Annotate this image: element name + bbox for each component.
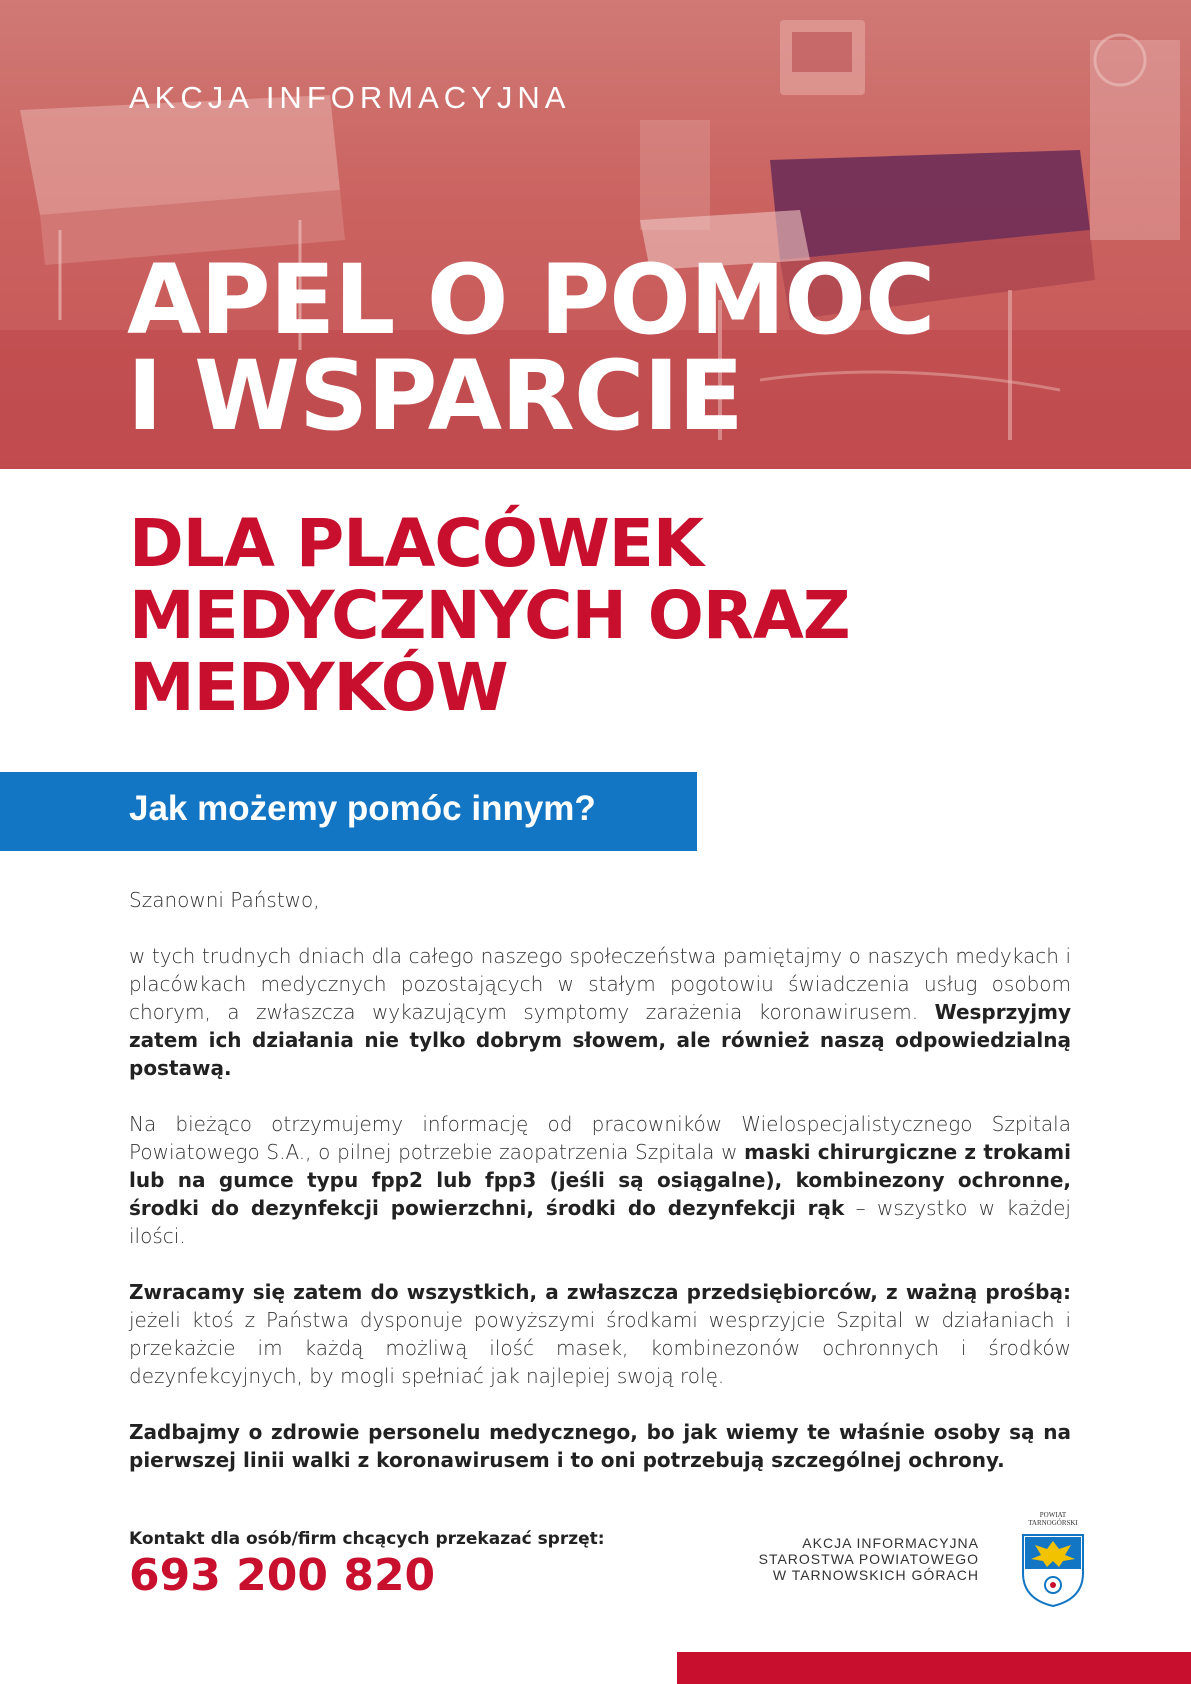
hero-title xyxy=(127,244,935,452)
question-banner xyxy=(0,772,697,851)
paragraph-3-bold: Zwracamy się zatem do wszystkich, a zwłaszcza przedsiębiorców, z ważną prośbą: xyxy=(129,1280,1071,1304)
subtitle-line-1: DLA PLACÓWEK xyxy=(129,505,703,582)
paragraph-1 xyxy=(129,942,1071,1082)
issuer-block xyxy=(759,1535,979,1583)
subtitle-line-3: MEDYKÓW xyxy=(129,649,508,726)
greeting: Szanowni Państwo, xyxy=(129,888,320,912)
issuer-line-3: W TARNOWSKICH GÓRACH xyxy=(772,1567,979,1583)
paragraph-2 xyxy=(129,1110,1071,1250)
paragraph-1-bold: Wesprzyjmy zatem ich działania nie tylko dobrym słowem, ale również naszą odpowiedzialną postawą. xyxy=(129,1000,1071,1080)
kicker-text: AKCJA INFORMACYJNA xyxy=(129,80,571,115)
crest-caption-line-1: POWIAT xyxy=(1039,1511,1067,1519)
paragraph-2-text: Na bieżąco otrzymujemy informację od pracowników Wielospecjalistycznego Szpitala Powiatowego S.A., o pilnej potrzebie zaopatrzenia Szpitala w xyxy=(129,1112,1071,1164)
paragraph-3 xyxy=(129,1278,1071,1390)
subtitle-heading xyxy=(129,505,850,726)
hero-banner xyxy=(0,0,1191,469)
subtitle-line-2: MEDYCZNYCH ORAZ xyxy=(129,577,850,654)
crest-caption-line-2: TARNOGÓRSKI xyxy=(1028,1519,1078,1527)
bottom-accent-bar xyxy=(677,1652,1191,1684)
letter-body xyxy=(129,886,1071,1502)
issuer-line-2: STAROSTWA POWIATOWEGO xyxy=(758,1551,979,1567)
contact-label: Kontakt dla osób/firm chcących przekazać sprzęt: xyxy=(129,1529,605,1549)
paragraph-2-tail: – wszystko w każdej ilości. xyxy=(129,1196,1071,1248)
county-crest-icon xyxy=(1019,1511,1087,1607)
hero-title-line-1: APEL O POMOC xyxy=(127,244,935,356)
issuer-line-1: AKCJA INFORMACYJNA xyxy=(802,1535,979,1551)
paragraph-4 xyxy=(129,1418,1071,1474)
hero-title-line-2: I WSPARCIE xyxy=(127,340,743,452)
contact-phone[interactable]: 693 200 820 xyxy=(129,1550,436,1601)
question-text: Jak możemy pomóc innym? xyxy=(129,789,596,828)
paragraph-2-bold: maski chirurgiczne z trokami lub na gumce typu fpp2 lub fpp3 (jeśli są osiągalne), kombinezony ochronne, środki do dezynfekcji powierzchni, środki do dezynfekcji rąk xyxy=(129,1140,1072,1220)
paragraph-3-text: jeżeli ktoś z Państwa dysponuje powyższymi środkami wesprzyjcie Szpital w działaniach i przekażcie im każdą możliwą ilość masek, kombinezonów ochronnych i środków dezynfekcyjnych, by mogli spełniać jak najlepiej swoją rolę. xyxy=(129,1308,1071,1388)
paragraph-4-bold: Zadbajmy o zdrowie personelu medycznego, bo jak wiemy te właśnie osoby są na pierwszej linii walki z koronawirusem i to oni potrzebują szczególnej ochrony. xyxy=(129,1420,1071,1472)
paragraph-1-text: w tych trudnych dniach dla całego naszego społeczeństwa pamiętajmy o naszych medykach i placówkach medycznych pozostających w stałym pogotowiu świadczenia usług osobom chorym, a zwłaszcza wykazującym symptomy zarażenia koronawirusem. xyxy=(129,944,1071,1024)
